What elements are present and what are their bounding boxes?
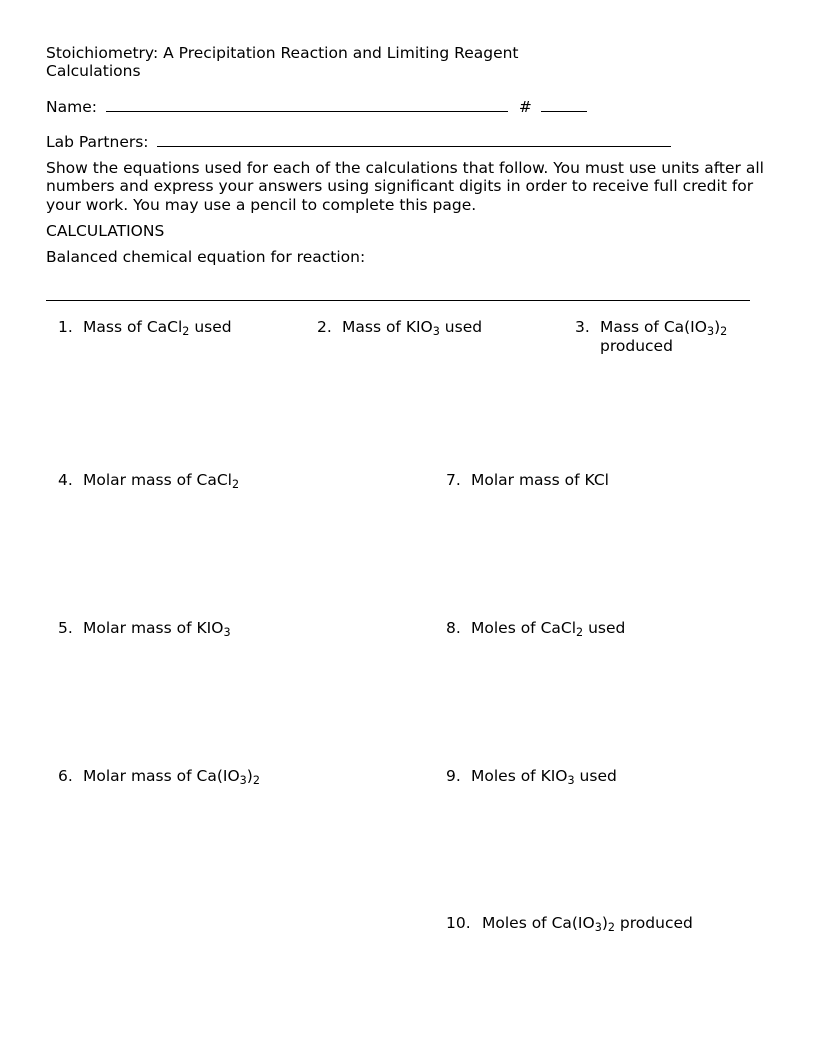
item-subscript: 2: [182, 324, 190, 338]
item-text: used: [439, 318, 483, 336]
item-number: 1.: [58, 318, 73, 336]
item-subscript: 2: [576, 625, 584, 639]
item-text: Mass of CaCl: [83, 318, 183, 336]
item-subscript: 3: [567, 773, 575, 787]
calc-item-2: [317, 318, 482, 336]
lab-partners-row: [46, 133, 671, 151]
item-number: 8.: [446, 619, 461, 637]
item-text: ): [714, 318, 721, 336]
instructions: Show the equations used for each of the calculations that follow. You must use units after all numbers and express your answers using significant digits in order to receive full credit for your work. You may use a pencil to complete this page.: [46, 159, 764, 214]
item-subscript: 3: [223, 625, 231, 639]
name-row: [46, 98, 587, 116]
item-text: Molar mass of KIO: [83, 619, 224, 637]
calc-item-8: [446, 619, 625, 637]
item-text: Molar mass of KCl: [471, 471, 609, 489]
item-number: 6.: [58, 767, 73, 785]
calc-item-3: [575, 318, 727, 356]
lab-partners-field[interactable]: [157, 146, 671, 147]
title-line-2: Calculations: [46, 62, 141, 81]
calc-item-10: [446, 914, 693, 932]
item-subscript: 2: [607, 920, 615, 934]
item-text-continued: produced: [600, 337, 673, 356]
calc-item-4: [58, 471, 239, 489]
item-number: 3.: [575, 318, 590, 336]
title-line-1: Stoichiometry: A Precipitation Reaction and Limiting Reagent: [46, 44, 519, 62]
item-number: 7.: [446, 471, 461, 489]
calc-item-5: [58, 619, 231, 637]
name-field[interactable]: [106, 111, 508, 112]
item-subscript: 3: [432, 324, 440, 338]
item-text: Mass of Ca(IO: [600, 318, 707, 336]
equation-field[interactable]: [46, 300, 750, 301]
item-text: ): [601, 914, 608, 932]
equation-label: Balanced chemical equation for reaction:: [46, 248, 366, 266]
item-text: Moles of CaCl: [471, 619, 577, 637]
item-text: Moles of Ca(IO: [482, 914, 595, 932]
item-text: Mass of KIO: [342, 318, 433, 336]
item-number: 9.: [446, 767, 461, 785]
calc-item-6: [58, 767, 260, 785]
item-text: used: [583, 619, 626, 637]
calc-item-1: [58, 318, 232, 336]
lab-partners-label: Lab Partners:: [46, 133, 149, 151]
item-text: used: [574, 767, 617, 785]
item-text: Molar mass of CaCl: [83, 471, 232, 489]
item-subscript: 3: [594, 920, 602, 934]
item-number: 10.: [446, 914, 471, 932]
item-subscript: 2: [252, 773, 260, 787]
item-subscript: 3: [239, 773, 247, 787]
section-heading: CALCULATIONS: [46, 222, 165, 240]
item-text: used: [189, 318, 232, 336]
name-label: Name:: [46, 98, 97, 116]
number-label: #: [518, 98, 532, 116]
item-subscript: 3: [706, 324, 715, 338]
item-text: produced: [615, 914, 693, 932]
page-title: [46, 44, 519, 81]
item-text: ): [246, 767, 253, 785]
calc-item-7: [446, 471, 609, 489]
item-text: Moles of KIO: [471, 767, 568, 785]
item-subscript: 2: [231, 477, 240, 491]
number-field[interactable]: [541, 111, 587, 112]
item-number: 5.: [58, 619, 73, 637]
item-number: 2.: [317, 318, 332, 336]
calc-item-9: [446, 767, 617, 785]
item-subscript: 2: [720, 324, 728, 338]
item-number: 4.: [58, 471, 73, 489]
item-text: Molar mass of Ca(IO: [83, 767, 240, 785]
